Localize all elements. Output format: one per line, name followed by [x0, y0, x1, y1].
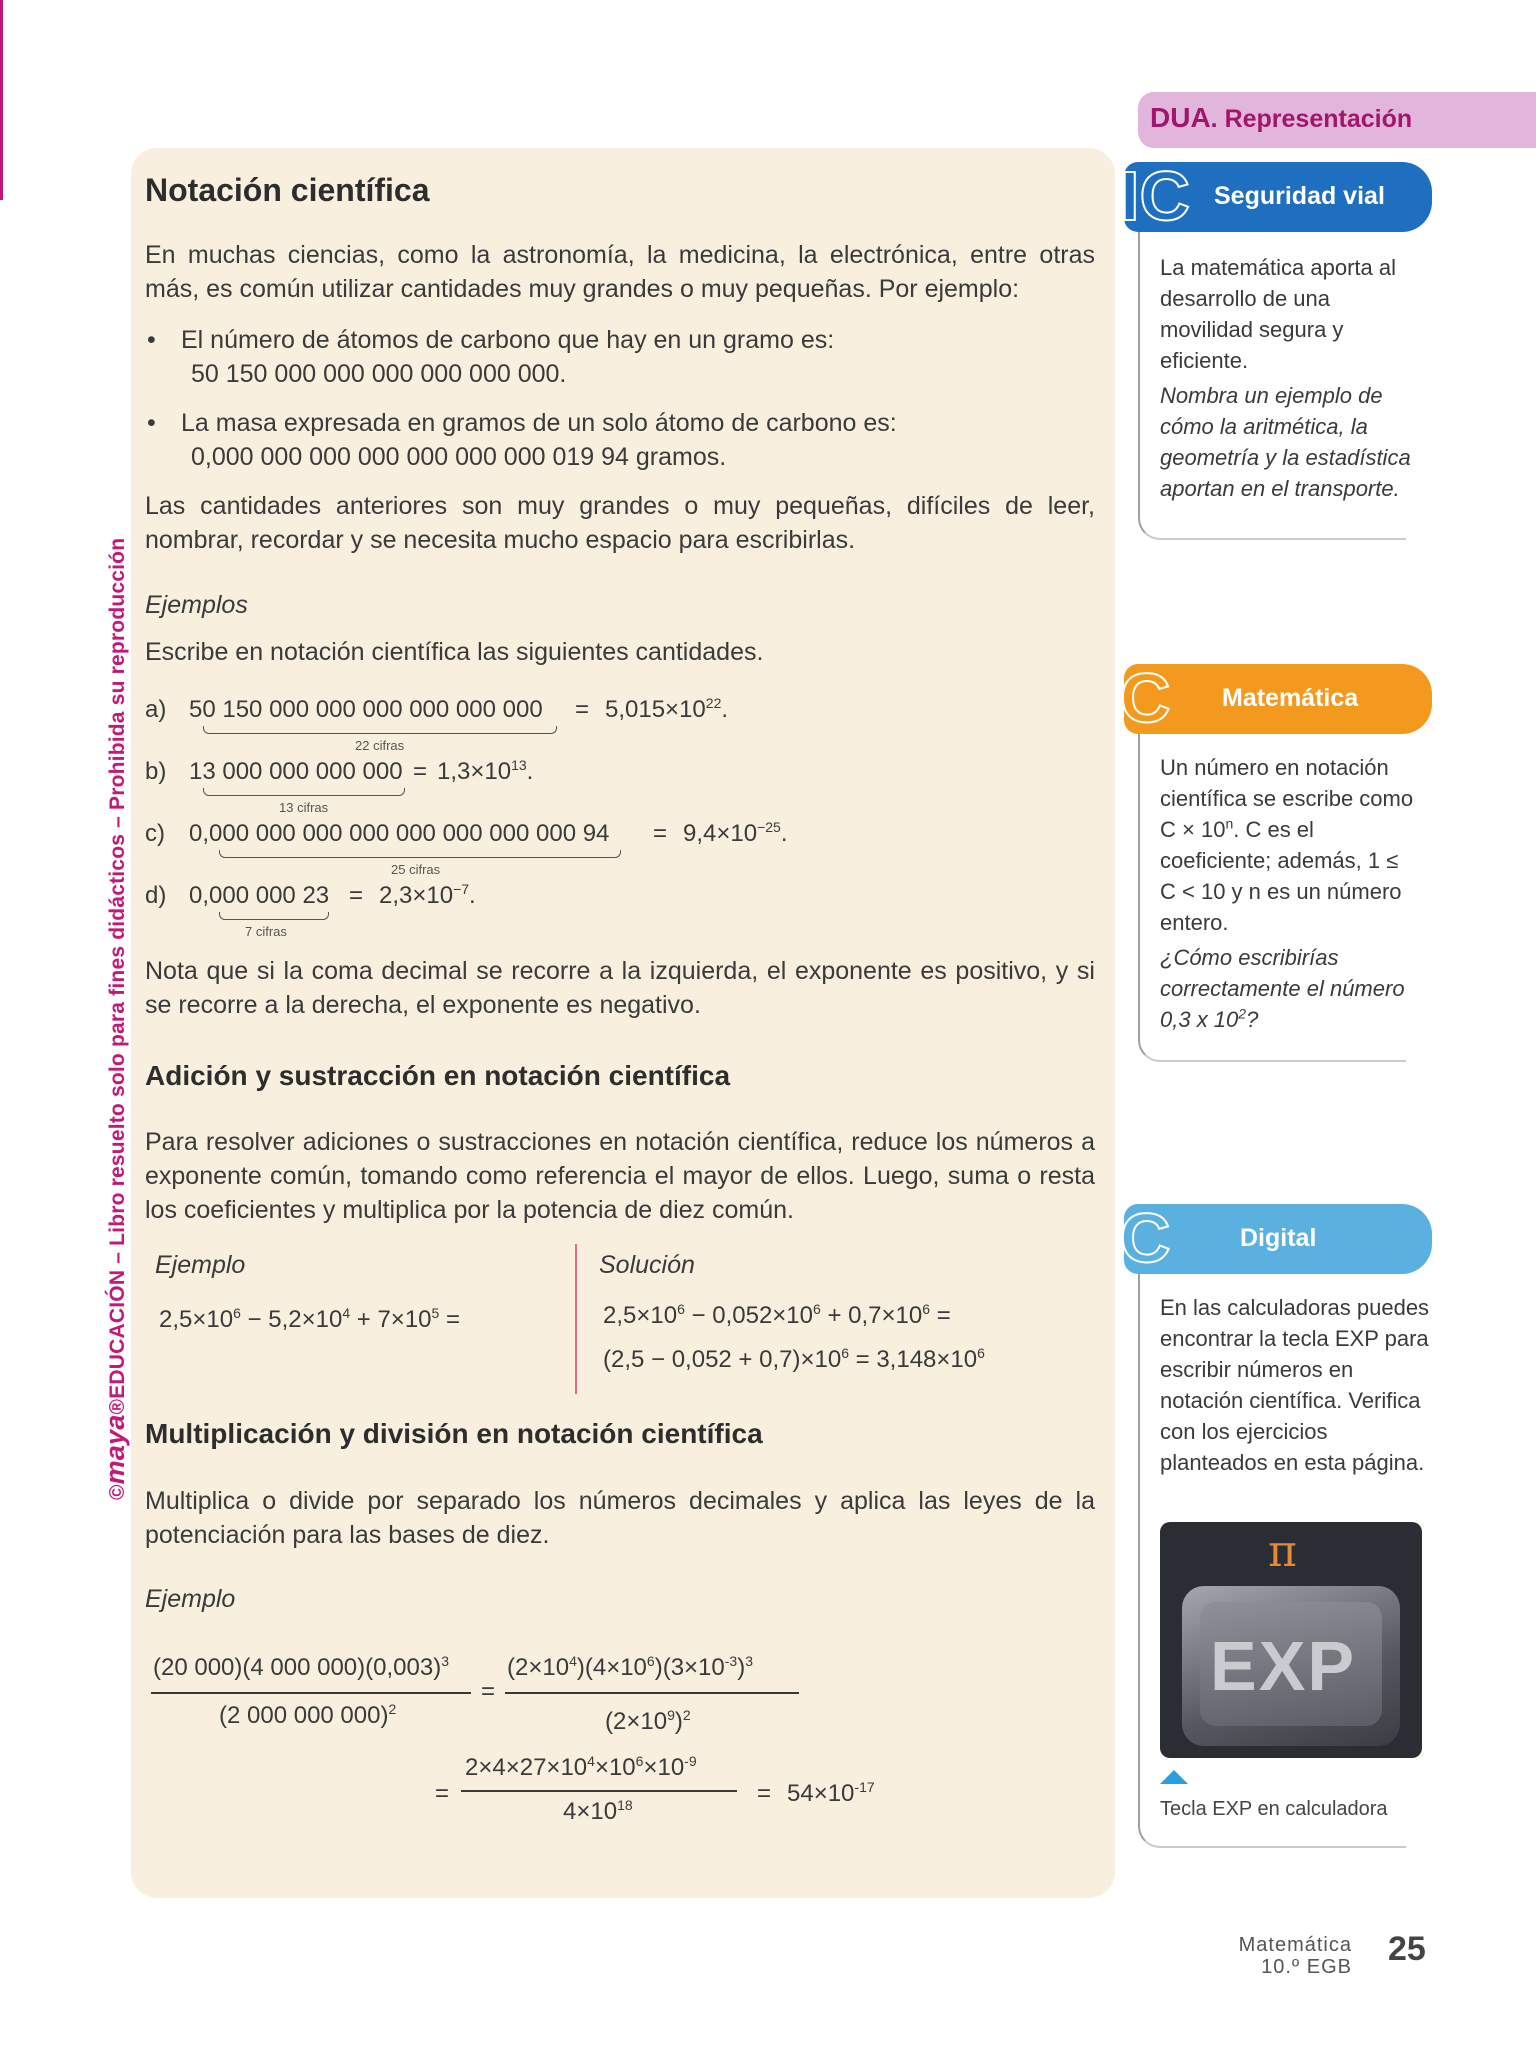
fraction-result: $54\times 10^{-17}$	[787, 1779, 875, 1807]
fraction-denominator-2: $(2\times 10^9)^2$	[605, 1707, 691, 1735]
image-caption: Tecla EXP en calculadora	[1160, 1798, 1388, 1820]
card-header-seguridad-vial: IC Seguridad vial	[1124, 162, 1432, 232]
exp-key-label: EXP	[1210, 1627, 1357, 1705]
examples-heading: Ejemplos	[145, 591, 248, 619]
addition-solution-label: Solución	[599, 1251, 695, 1279]
main-panel: Notación científica En muchas ciencias, como la astronomía, la medicina, la electrónica, entre otras más, es común utilizar cantidades muy grandes o muy pequeñas. Por ejemplo: • El número de átomos de carbono que hay en un gramo es: 50 150 000 000 000 000 000 000. • La masa expresada en gramos de un solo átomo de carbono es: 0,000 000 000 000 000 000 000 019 94 gramos. Las cantidades anteriores son muy grandes o muy pequeñas, difíciles de leer, nombrar, recordar y se necesita mucho espacio para escribirlas. Ejemplos Escribe en notación científica las siguientes cantidades. a) 50 150 000 000 000 000 000 000 = $5,015\times 10^{22}$. 22 cifras b) 13 000 000 000 000 = $1,3\times 10^{13}$. 13 cifras c) 0,000 000 000 000 000 000 000 000 94 = $9,4\times 10^{-25}$. 25 cifras d) 0,000 000 23 = $2,3\times 10^{-7}$. 7 cifras Nota que si la coma decimal se recorre a la izquierda, el exponente es positivo, y si se recorre a la derecha, el exponente es negativo. Adición y sustracción en notación científica Para resolver adiciones o sustracciones en notación científica, reduce los números a exponente común, tomando como referencia el mayor de ellos. Luego, suma o resta los coeficientes y multiplica por la potencia de diez común. Ejemplo Solución $2,5\times 10^6 - 5,2\times 10^4 + 7\times 10^5$ = $2,5\times 10^6 - 0,052\times 10^6 + 0,7\times 10^6$ = $(2,5 - 0,052 + 0,7)\times 10^6 = 3,148\times 10^6$ Multiplicación y división en notación científica Multiplica o divide por separado los números decimales y aplica las leyes de la potenciación para las bases de diez. Ejemplo (20 000)(4 000 $000)(0,003)^3$ (2 000 000 000)$^2$ = $(2\times 10^4)(4\times 10^6)(3\times 10^{-3})^3$ $(2\times 10^9)^2$ = $2\times 4\times 27\times 10^4\times 10^6\times 10^{-9}$ $4\times 10^{18}$ = $54\times 10^{-17}$	[131, 148, 1115, 1898]
c-mark-icon: C	[1120, 1199, 1171, 1277]
dua-title: DUA	[1150, 102, 1211, 133]
brace	[203, 726, 557, 734]
dua-subtitle: . Representación	[1210, 105, 1413, 133]
card-header-matematica: C Matemática	[1124, 664, 1432, 734]
multiplication-example-label: Ejemplo	[145, 1585, 236, 1613]
multiplication-paragraph: Multiplica o divide por separado los números decimales y aplica las leyes de la potenciación para las bases de diez.	[145, 1487, 1095, 1549]
card-header-digital: C Digital	[1124, 1204, 1432, 1274]
addition-example-label: Ejemplo	[155, 1251, 246, 1279]
example-a: a) 50 150 000 000 000 000 000 000 = $5,015\times 10^{22}$. 22 cifras	[145, 695, 729, 753]
brace	[219, 912, 329, 920]
brace	[203, 788, 405, 796]
brace	[219, 850, 621, 858]
c-mark-icon: C	[1120, 659, 1171, 737]
fraction-bar	[461, 1790, 737, 1792]
fraction-bar	[505, 1692, 799, 1694]
divider	[575, 1244, 577, 1394]
addition-heading: Adición y sustracción en notación científica	[145, 1060, 731, 1091]
card-body: Un número en notación científica se escribe como $C \times 10^n$. C es el coeficiente; además, 1 ≤ C < 10 y n es un número entero. ¿Cómo escribirías correctamente el número 0,3 x $10^2$?	[1160, 755, 1414, 1032]
page-title: Notación científica	[145, 172, 430, 208]
example-c: c) 0,000 000 000 000 000 000 000 000 94 = $9,4\times 10^{-25}$. 25 cifras	[145, 819, 788, 877]
fraction-denominator-1: (2 000 000 000)$^2$	[219, 1701, 397, 1729]
addition-solution-line1: $2,5\times 10^6 - 0,052\times 10^6 + 0,7\times 10^6$ =	[603, 1301, 951, 1329]
multiplication-heading: Multiplicación y división en notación científica	[145, 1418, 763, 1449]
exp-key-photo	[1160, 1522, 1422, 1758]
page-number: 25	[1388, 1930, 1426, 1968]
caption-triangle-icon	[1160, 1770, 1188, 1784]
footer-subject: Matemática 10.º EGB	[1238, 1934, 1352, 1978]
dua-tab	[1138, 92, 1536, 148]
addition-example-expression: $2,5\times 10^6 - 5,2\times 10^4 + 7\times 10^5$ =	[159, 1305, 461, 1333]
fraction-numerator-1: (20 000)(4 000 $000)(0,003)^3$	[153, 1653, 449, 1681]
ic-mark-icon: IC	[1120, 157, 1190, 235]
fraction-numerator-2: $(2\times 10^4)(4\times 10^6)(3\times 10^{-3})^3$	[507, 1653, 753, 1681]
card-body: La matemática aporta al desarrollo de una movilidad segura y eficiente. Nombra un ejemplo de cómo la aritmética, la geometría y la estadística aportan en el transporte.	[1160, 255, 1411, 501]
example-d: d) 0,000 000 23 = $2,3\times 10^{-7}$. 7 cifras	[145, 881, 476, 939]
brand-logo: maya	[100, 1414, 130, 1485]
fraction-numerator-3: $2\times 4\times 27\times 10^4\times 10^6\times 10^{-9}$	[465, 1753, 697, 1781]
copyright-credit: ©maya®EDUCACIÓN – Libro resuelto solo para fines didácticos – Prohibida su reproducción	[100, 537, 130, 1500]
page-edge-line	[0, 0, 3, 200]
intro-paragraph: En muchas ciencias, como la astronomía, la medicina, la electrónica, entre otras más, es común utilizar cantidades muy grandes o muy pequeñas. Por ejemplo:	[145, 241, 1095, 303]
pi-symbol-icon: π	[1268, 1526, 1297, 1577]
example-b: b) 13 000 000 000 000 = $1,3\times 10^{13}$. 13 cifras	[145, 757, 534, 815]
addition-solution-line2: $(2,5 - 0,052 + 0,7)\times 10^6 = 3,148\times 10^6$	[603, 1345, 985, 1373]
card-body: En las calculadoras puedes encontrar la tecla EXP para escribir números en notación científica. Verifica con los ejercicios planteados en esta página.	[1160, 1295, 1430, 1475]
fraction-bar	[151, 1692, 471, 1694]
note-paragraph: Nota que si la coma decimal se recorre a la izquierda, el exponente es positivo, y si se recorre a la derecha, el exponente es negativo.	[145, 957, 1095, 1019]
after-bullets-paragraph: Las cantidades anteriores son muy grandes o muy pequeñas, difíciles de leer, nombrar, recordar y se necesita mucho espacio para escribirlas.	[145, 492, 1095, 554]
examples-instruction: Escribe en notación científica las siguientes cantidades.	[145, 638, 764, 666]
fraction-denominator-3: $4\times 10^{18}$	[563, 1797, 633, 1825]
addition-paragraph: Para resolver adiciones o sustracciones en notación científica, reduce los números a exponente común, tomando como referencia el mayor de ellos. Luego, suma o resta los coeficientes y multiplica por la potencia de diez común.	[145, 1128, 1095, 1224]
